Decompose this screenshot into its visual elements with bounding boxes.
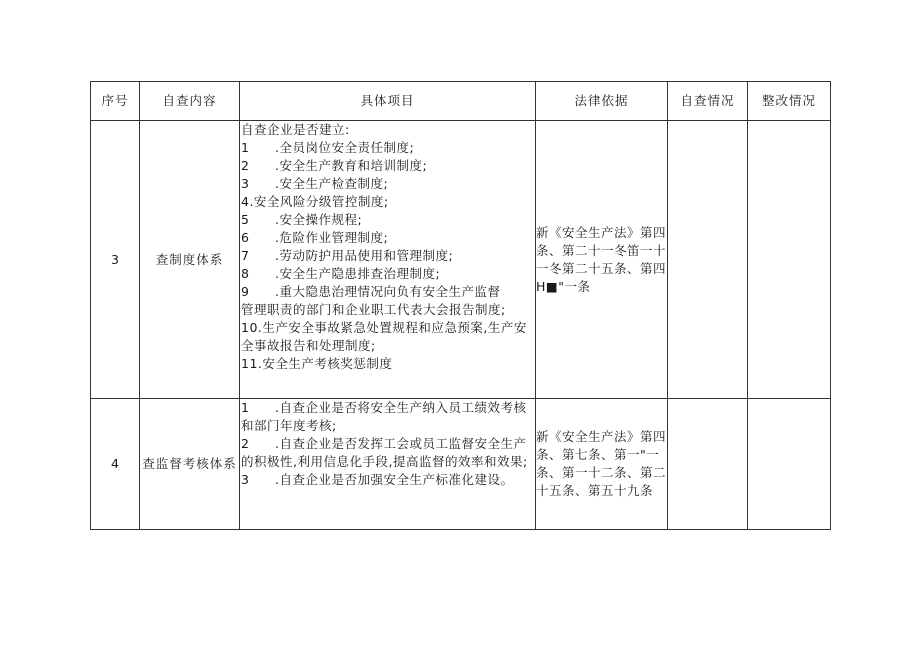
self-check-table <box>90 81 831 530</box>
list-item: 1 .全员岗位安全责任制度; <box>241 140 415 155</box>
row-specific-items <box>240 121 536 399</box>
row-self-check-status[interactable] <box>668 399 748 530</box>
row-legal-basis <box>536 399 668 530</box>
table-row <box>91 121 831 399</box>
row-check-content <box>140 399 240 530</box>
header-rectification-status: 整改情况 <box>748 82 831 121</box>
list-item: 6 .危险作业管理制度; <box>241 230 389 245</box>
list-item: 5 .安全操作规程; <box>241 212 363 227</box>
legal-basis-text: 新《安全生产法》第四条、第二十一冬笛一十一冬第二十五条、第四H■"一条 <box>536 224 667 294</box>
list-item: 2 .自查企业是否发挥工会或员工监督安全生产的积极性,利用信息化手段,提高监督的效率和效果; <box>241 436 528 469</box>
list-item: 10.生产安全事故紧急处置规程和应急预案,生产安全事故报告和处理制度; <box>241 320 527 353</box>
header-self-check-status: 自查情况 <box>668 82 748 121</box>
table-row <box>91 399 831 530</box>
header-serial-no: 序号 <box>91 82 140 121</box>
list-item: 1 .自查企业是否将安全生产纳入员工绩效考核和部门年度考核; <box>241 400 527 433</box>
list-item: 2 .安全生产教育和培训制度; <box>241 158 428 173</box>
row-rectification-status[interactable] <box>748 399 831 530</box>
row-check-content <box>140 121 240 399</box>
list-item-continuation: 管理职责的部门和企业职工代表大会报告制度; <box>241 302 506 317</box>
list-item: 3 .安全生产检查制度; <box>241 176 389 191</box>
row-self-check-status[interactable] <box>668 121 748 399</box>
check-topic: 查监督考核体系 <box>142 456 237 471</box>
table-header-row <box>91 82 831 121</box>
row-serial-no: 3 <box>91 121 140 399</box>
row-legal-basis <box>536 121 668 399</box>
list-item: 8 .安全生产隐患排查治理制度; <box>241 266 441 281</box>
list-item: 9 .重大隐患治理情况向负有安全生产监督 <box>241 284 501 299</box>
legal-basis-text: 新《安全生产法》第四条、第七条、第一"一条、第一十二条、第二十五条、第五十九条 <box>536 429 667 498</box>
header-legal-basis: 法律依据 <box>536 82 668 121</box>
header-specific-items: 具体项目 <box>240 82 536 121</box>
list-item: 7 .劳动防护用品使用和管理制度; <box>241 248 454 263</box>
list-item: 11.安全生产考核奖惩制度 <box>241 356 393 371</box>
list-item: 3 .自查企业是否加强安全生产标准化建设。 <box>241 472 514 487</box>
row-serial-no: 4 <box>91 399 140 530</box>
row-specific-items <box>240 399 536 530</box>
check-topic: 查制度体系 <box>155 251 224 267</box>
items-intro: 自查企业是否建立: <box>241 122 350 137</box>
self-check-sheet <box>90 81 830 530</box>
row-rectification-status[interactable] <box>748 121 831 399</box>
list-item: 4.安全风险分级管控制度; <box>241 194 389 209</box>
header-check-content: 自查内容 <box>140 82 240 121</box>
